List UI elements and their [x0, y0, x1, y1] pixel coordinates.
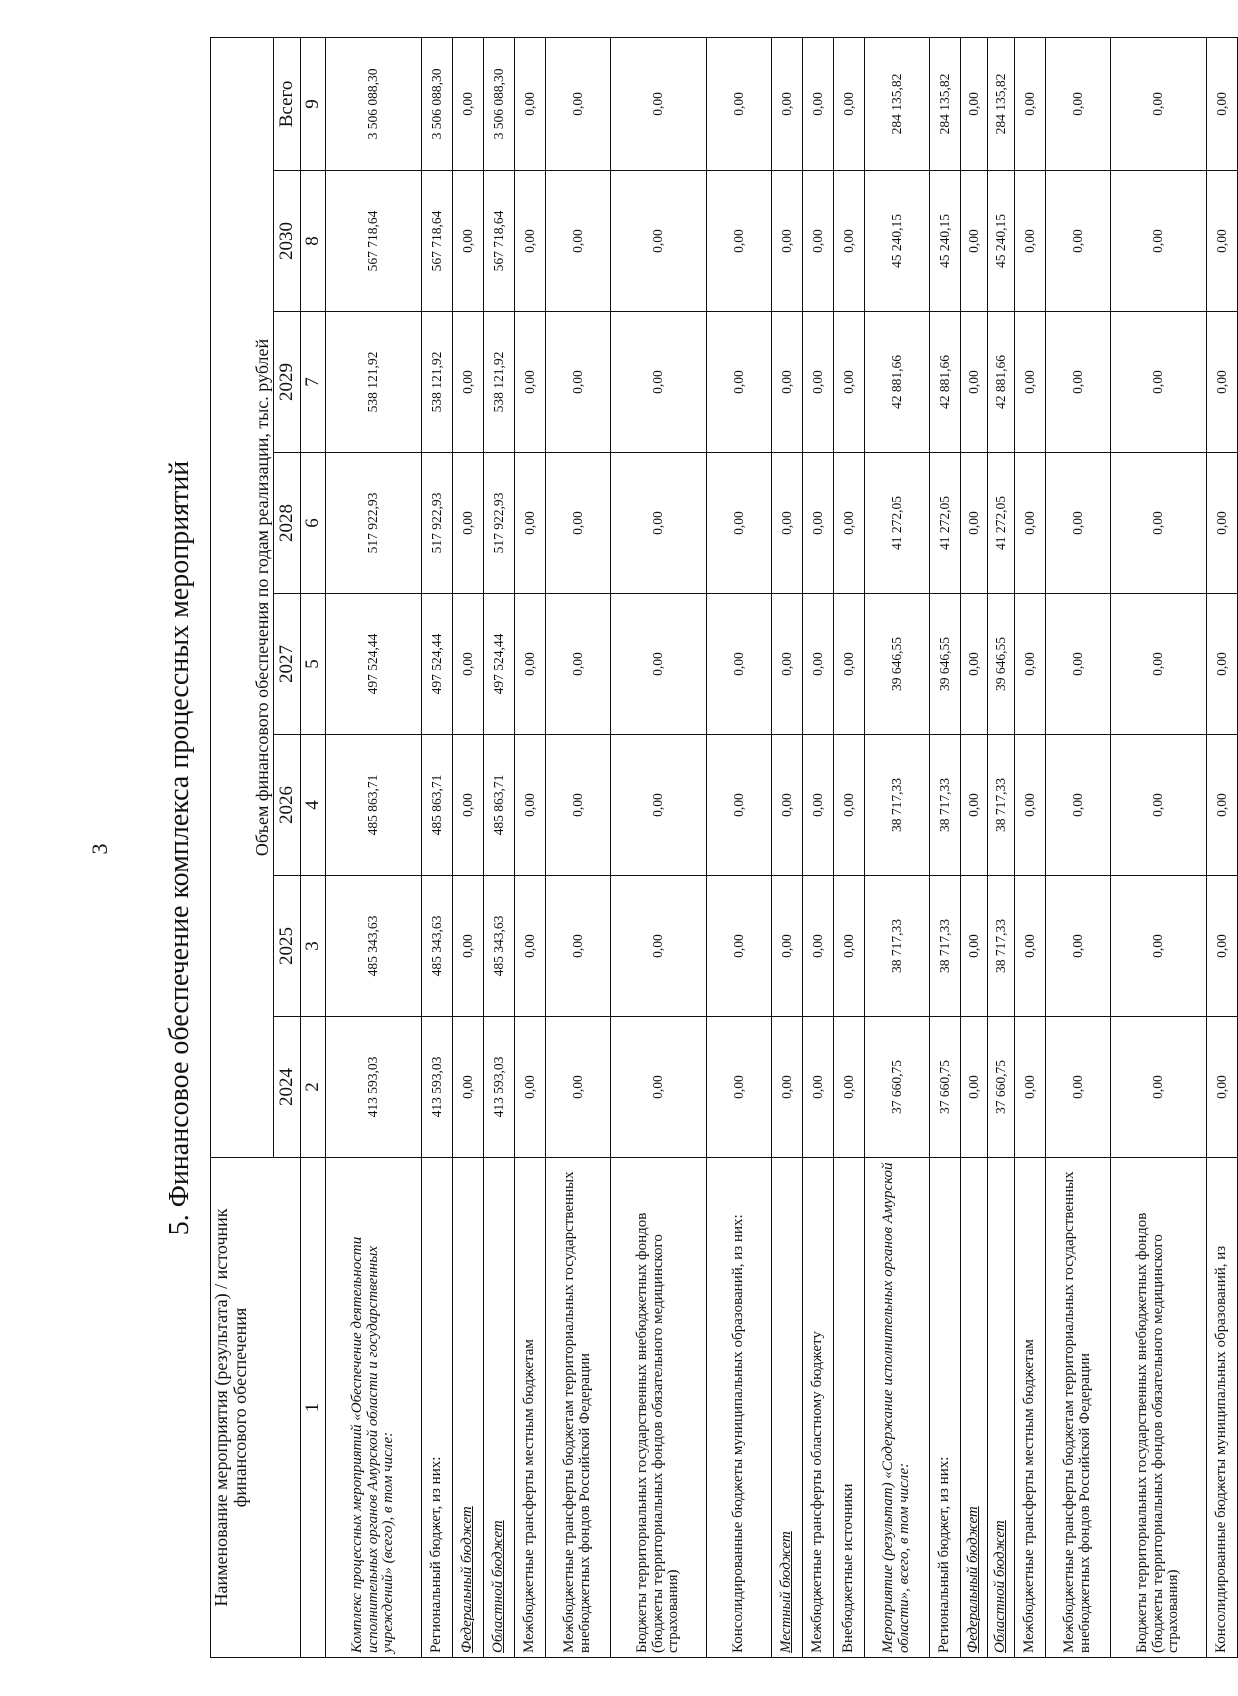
header-col-number: 8: [301, 171, 326, 312]
row-value: 0,00: [1111, 735, 1207, 876]
row-value: 538 121,92: [484, 312, 515, 453]
row-value: 0,00: [1111, 876, 1207, 1017]
row-value: 37 660,75: [930, 1017, 961, 1158]
row-value-total: 0,00: [546, 37, 611, 170]
row-value: 0,00: [834, 171, 865, 312]
row-value: 485 343,63: [422, 876, 453, 1017]
row-value: 0,00: [1111, 171, 1207, 312]
row-value: 0,00: [803, 453, 834, 594]
row-value-total: 0,00: [707, 37, 772, 170]
header-year: 2024: [274, 1017, 301, 1158]
row-value: 538 121,92: [326, 312, 422, 453]
row-value: 0,00: [453, 453, 484, 594]
row-value: 0,00: [707, 171, 772, 312]
table-row: [326, 37, 422, 1657]
table-row: [422, 37, 453, 1657]
row-value: 0,00: [961, 1017, 988, 1158]
header-col-number: 9: [301, 37, 326, 170]
row-value: 0,00: [1207, 594, 1238, 735]
header-total: Всего: [274, 37, 301, 170]
header-col-number: 3: [301, 876, 326, 1017]
row-value: 0,00: [834, 735, 865, 876]
rotated-page: [160, 38, 1230, 1658]
header-year: 2027: [274, 594, 301, 735]
row-name: Федеральный бюджет: [961, 1158, 988, 1658]
header-col-number: 6: [301, 453, 326, 594]
row-value: 485 863,71: [326, 735, 422, 876]
row-value: 0,00: [515, 735, 546, 876]
row-name: Комплекс процессных мероприятий «Обеспечение деятельности исполнительных органов Амурской области и государственных учреждений» (всего), в том числе:: [326, 1158, 422, 1658]
row-value: 517 922,93: [326, 453, 422, 594]
row-value: 0,00: [803, 594, 834, 735]
row-value: 485 863,71: [484, 735, 515, 876]
row-value: 39 646,55: [930, 594, 961, 735]
row-value: 0,00: [772, 171, 803, 312]
row-value: 0,00: [515, 171, 546, 312]
row-value: 42 881,66: [988, 312, 1015, 453]
header-row-numbers: [301, 37, 326, 1657]
row-value: 0,00: [453, 171, 484, 312]
row-value-total: 284 135,82: [988, 37, 1015, 170]
row-value: 0,00: [611, 876, 707, 1017]
page-title: 5. Финансовое обеспечение комплекса процессных мероприятий: [164, 460, 195, 1236]
table-row: [865, 37, 930, 1657]
row-value: 0,00: [961, 735, 988, 876]
row-value: 0,00: [1046, 453, 1111, 594]
table-row: [707, 37, 772, 1657]
row-value: 0,00: [961, 876, 988, 1017]
row-value: 0,00: [1015, 876, 1046, 1017]
financing-table: [210, 37, 1238, 1658]
row-value: 0,00: [1111, 453, 1207, 594]
row-name: Региональный бюджет, из них:: [422, 1158, 453, 1658]
row-value: 42 881,66: [930, 312, 961, 453]
row-value: 0,00: [1207, 312, 1238, 453]
row-name: Межбюджетные трансферты бюджетам территориальных государственных внебюджетных фондов Российской Федерации: [546, 1158, 611, 1658]
table-row: [1046, 37, 1111, 1657]
row-value: 38 717,33: [988, 876, 1015, 1017]
row-value: 0,00: [707, 1017, 772, 1158]
row-value-total: 0,00: [515, 37, 546, 170]
row-value-total: 0,00: [1046, 37, 1111, 170]
row-value: 497 524,44: [326, 594, 422, 735]
table-row: [772, 37, 803, 1657]
row-value: 0,00: [961, 312, 988, 453]
row-value-total: 0,00: [834, 37, 865, 170]
header-col-number: 7: [301, 312, 326, 453]
row-value: 567 718,64: [422, 171, 453, 312]
table-row: [515, 37, 546, 1657]
row-name: Бюджеты территориальных государственных внебюджетных фондов (бюджеты территориальных фондов обязательного медицинского страхования): [611, 1158, 707, 1658]
row-value: 538 121,92: [422, 312, 453, 453]
row-value: 485 343,63: [326, 876, 422, 1017]
row-value: 0,00: [1111, 594, 1207, 735]
table-row: [1015, 37, 1046, 1657]
row-value: 37 660,75: [865, 1017, 930, 1158]
row-name: Областной бюджет: [484, 1158, 515, 1658]
table-row: [961, 37, 988, 1657]
header-name-column: Наименование мероприятия (результата) / источник финансового обеспечения: [211, 1158, 301, 1658]
row-value: 0,00: [611, 735, 707, 876]
row-value: 0,00: [1207, 1017, 1238, 1158]
row-name: Межбюджетные трансферты местным бюджетам: [1015, 1158, 1046, 1658]
header-row-top: [211, 37, 274, 1657]
row-value-total: 0,00: [453, 37, 484, 170]
row-value: 0,00: [1015, 735, 1046, 876]
row-value: 0,00: [1046, 735, 1111, 876]
table-row: [1207, 37, 1238, 1657]
row-value: 0,00: [707, 735, 772, 876]
row-value: 567 718,64: [326, 171, 422, 312]
row-value: 517 922,93: [422, 453, 453, 594]
row-value: 45 240,15: [930, 171, 961, 312]
row-value: 0,00: [546, 876, 611, 1017]
header-year: 2030: [274, 171, 301, 312]
table-row: [834, 37, 865, 1657]
row-value: 45 240,15: [865, 171, 930, 312]
row-value: 0,00: [961, 171, 988, 312]
row-value: 0,00: [1111, 312, 1207, 453]
row-name: Бюджеты территориальных государственных внебюджетных фондов (бюджеты территориальных фондов обязательного медицинского страхования): [1111, 1158, 1207, 1658]
row-value: 0,00: [611, 594, 707, 735]
row-value: 0,00: [1046, 312, 1111, 453]
header-year: 2026: [274, 735, 301, 876]
row-name: Мероприятие (результат) «Содержание исполнительных органов Амурской области», всего, в том числе:: [865, 1158, 930, 1658]
row-value: 0,00: [1046, 594, 1111, 735]
row-value: 41 272,05: [988, 453, 1015, 594]
row-value: 0,00: [546, 171, 611, 312]
row-name: Межбюджетные трансферты местным бюджетам: [515, 1158, 546, 1658]
row-name: Областной бюджет: [988, 1158, 1015, 1658]
row-value: 0,00: [707, 453, 772, 594]
row-value: 497 524,44: [422, 594, 453, 735]
row-value: 37 660,75: [988, 1017, 1015, 1158]
row-value: 0,00: [1111, 1017, 1207, 1158]
row-value: 0,00: [1207, 876, 1238, 1017]
row-value: 0,00: [515, 312, 546, 453]
row-value: 38 717,33: [988, 735, 1015, 876]
header-col-number: 2: [301, 1017, 326, 1158]
row-name: Региональный бюджет, из них:: [930, 1158, 961, 1658]
row-value-total: 3 506 088,30: [422, 37, 453, 170]
row-value: 497 524,44: [484, 594, 515, 735]
row-value: 38 717,33: [930, 876, 961, 1017]
row-value: 0,00: [1046, 876, 1111, 1017]
row-value: 0,00: [707, 594, 772, 735]
row-value: 0,00: [611, 312, 707, 453]
row-value: 0,00: [1207, 453, 1238, 594]
row-value: 0,00: [611, 453, 707, 594]
row-value: 0,00: [772, 735, 803, 876]
table-row: [930, 37, 961, 1657]
row-value: 0,00: [803, 312, 834, 453]
row-value: 0,00: [453, 876, 484, 1017]
row-value: 41 272,05: [930, 453, 961, 594]
row-value: 0,00: [834, 312, 865, 453]
row-value: 45 240,15: [988, 171, 1015, 312]
row-value: 0,00: [834, 1017, 865, 1158]
header-col-number: 4: [301, 735, 326, 876]
row-value: 0,00: [453, 735, 484, 876]
header-volume-title: Объем финансового обеспечения по годам реализации, тыс. рублей: [211, 37, 274, 1157]
row-value: 0,00: [611, 1017, 707, 1158]
row-value: 413 593,03: [422, 1017, 453, 1158]
row-value: 0,00: [834, 453, 865, 594]
row-value: 0,00: [803, 1017, 834, 1158]
header-year: 2025: [274, 876, 301, 1017]
row-value: 0,00: [961, 453, 988, 594]
row-value: 0,00: [961, 594, 988, 735]
row-value: 0,00: [1015, 453, 1046, 594]
row-value: 0,00: [546, 1017, 611, 1158]
row-value: 0,00: [546, 453, 611, 594]
row-value: 0,00: [515, 1017, 546, 1158]
row-value: 0,00: [1046, 171, 1111, 312]
row-value-total: 0,00: [611, 37, 707, 170]
row-value: 0,00: [1015, 171, 1046, 312]
table-row: [546, 37, 611, 1657]
table-row: [611, 37, 707, 1657]
row-value: 0,00: [1015, 594, 1046, 735]
table-row: [453, 37, 484, 1657]
row-value: 0,00: [1046, 1017, 1111, 1158]
table-body: [326, 37, 1238, 1657]
row-value: 0,00: [1015, 312, 1046, 453]
header-year: 2028: [274, 453, 301, 594]
row-value-total: 0,00: [772, 37, 803, 170]
row-value: 0,00: [546, 594, 611, 735]
row-name: Межбюджетные трансферты бюджетам территориальных государственных внебюджетных фондов Российской Федерации: [1046, 1158, 1111, 1658]
row-value: 0,00: [803, 171, 834, 312]
row-value-total: 0,00: [1111, 37, 1207, 170]
row-name: Межбюджетные трансферты областному бюджету: [803, 1158, 834, 1658]
row-value-total: 0,00: [803, 37, 834, 170]
row-value: 0,00: [834, 876, 865, 1017]
row-name: Внебюджетные источники: [834, 1158, 865, 1658]
header-col-number: 5: [301, 594, 326, 735]
row-value: 0,00: [1207, 171, 1238, 312]
row-value: 0,00: [772, 312, 803, 453]
row-value: 0,00: [546, 312, 611, 453]
row-value: 0,00: [611, 171, 707, 312]
table-row: [988, 37, 1015, 1657]
page-number: 3: [87, 843, 112, 855]
row-value: 413 593,03: [326, 1017, 422, 1158]
row-value-total: 3 506 088,30: [326, 37, 422, 170]
row-value-total: 3 506 088,30: [484, 37, 515, 170]
row-value: 0,00: [772, 1017, 803, 1158]
table-row: [1111, 37, 1207, 1657]
row-value: 41 272,05: [865, 453, 930, 594]
table-row: [803, 37, 834, 1657]
header-year: 2029: [274, 312, 301, 453]
row-value: 485 343,63: [484, 876, 515, 1017]
row-value: 0,00: [515, 594, 546, 735]
row-value-total: 0,00: [1015, 37, 1046, 170]
row-value: 39 646,55: [988, 594, 1015, 735]
row-name: Федеральный бюджет: [453, 1158, 484, 1658]
row-value: 0,00: [803, 735, 834, 876]
row-value: 0,00: [772, 453, 803, 594]
row-value: 0,00: [803, 876, 834, 1017]
row-value: 0,00: [515, 876, 546, 1017]
row-value: 485 863,71: [422, 735, 453, 876]
row-value: 0,00: [707, 312, 772, 453]
row-value-total: 0,00: [961, 37, 988, 170]
row-value: 0,00: [546, 735, 611, 876]
table-row: [484, 37, 515, 1657]
row-value: 0,00: [1015, 1017, 1046, 1158]
row-name: Местный бюджет: [772, 1158, 803, 1658]
row-value: 413 593,03: [484, 1017, 515, 1158]
row-value: 0,00: [1207, 735, 1238, 876]
row-value: 0,00: [453, 594, 484, 735]
row-value: 0,00: [515, 453, 546, 594]
row-value: 0,00: [834, 594, 865, 735]
row-value: 0,00: [453, 1017, 484, 1158]
row-value: 567 718,64: [484, 171, 515, 312]
row-value: 38 717,33: [865, 735, 930, 876]
row-value-total: 284 135,82: [865, 37, 930, 170]
row-value: 38 717,33: [865, 876, 930, 1017]
row-value-total: 284 135,82: [930, 37, 961, 170]
row-value: 39 646,55: [865, 594, 930, 735]
row-value: 42 881,66: [865, 312, 930, 453]
row-value: 0,00: [772, 876, 803, 1017]
row-value-total: 0,00: [1207, 37, 1238, 170]
row-value: 517 922,93: [484, 453, 515, 594]
row-name: Консолидированные бюджеты муниципальных образований, из них:: [707, 1158, 772, 1658]
header-col-number: 1: [301, 1158, 326, 1658]
row-name: Консолидированные бюджеты муниципальных образований, из: [1207, 1158, 1238, 1658]
row-value: 0,00: [453, 312, 484, 453]
row-value: 0,00: [772, 594, 803, 735]
row-value: 38 717,33: [930, 735, 961, 876]
row-value: 0,00: [707, 876, 772, 1017]
